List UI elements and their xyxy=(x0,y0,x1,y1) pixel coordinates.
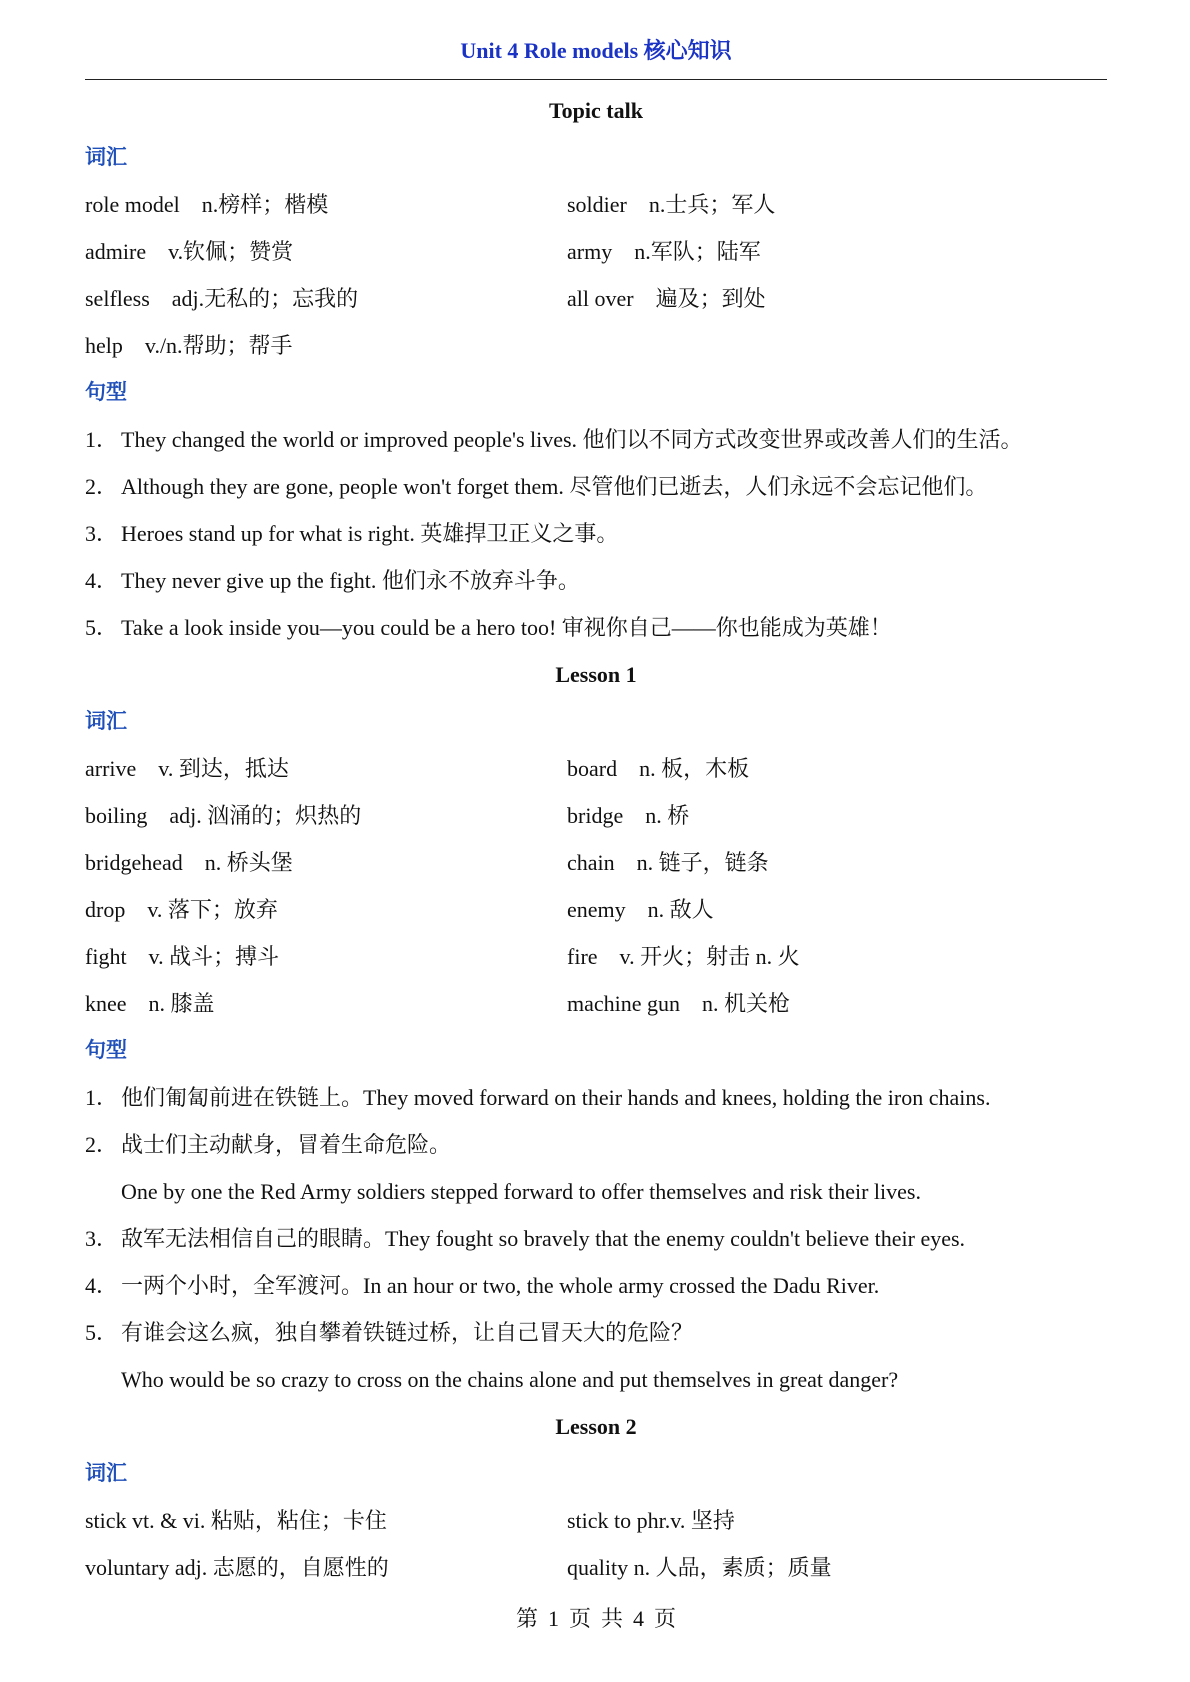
sentence-item xyxy=(85,1074,1107,1121)
vocab-item: chain n. 链子，链条 xyxy=(567,850,769,875)
vocab-item xyxy=(567,322,1087,369)
vocab-item: voluntary adj. 志愿的，自愿性的 xyxy=(85,1555,389,1580)
sentence-label: 句型 xyxy=(85,380,127,404)
sentence-item xyxy=(85,1215,1107,1262)
vocab-item: quality n. 人品，素质；质量 xyxy=(567,1555,832,1580)
sentence-text: Take a look inside you—you could be a hero too! 审视你自己——你也能成为英雄！ xyxy=(121,615,892,640)
page-number: 1 xyxy=(547,1606,559,1631)
vocab-item: arrive v. 到达，抵达 xyxy=(85,756,289,781)
vocab-item: machine gun n. 机关枪 xyxy=(567,991,791,1016)
vocab-item: enemy n. 敌人 xyxy=(567,897,714,922)
sentence-item xyxy=(85,463,1107,510)
sentence-item xyxy=(85,510,1107,557)
sentence-item xyxy=(85,1121,1107,1168)
vocab-row xyxy=(85,1544,1107,1591)
sentence-item xyxy=(85,604,1107,651)
page-count: 4 xyxy=(633,1606,645,1631)
vocab-item: stick vt. & vi. 粘贴，粘住；卡住 xyxy=(85,1508,387,1533)
vocab-item: army n.军队；陆军 xyxy=(567,239,761,264)
vocab-row xyxy=(85,792,1107,839)
sentence-number: 2． xyxy=(85,474,119,499)
sentence-text: 一两个小时，全军渡河。In an hour or two, the whole army crossed the Dadu River. xyxy=(121,1273,880,1298)
sentence-text: 战士们主动献身，冒着生命危险。 xyxy=(121,1132,452,1157)
vocab-row xyxy=(85,839,1107,886)
vocab-row xyxy=(85,886,1107,933)
vocab-label: 词汇 xyxy=(85,1461,127,1485)
sentence-number: 1． xyxy=(85,427,119,452)
footer-text: 页 xyxy=(654,1606,677,1631)
sentence-text: They changed the world or improved people's lives. 他们以不同方式改变世界或改善人们的生活。 xyxy=(121,427,1023,452)
sentence-item xyxy=(85,416,1107,463)
vocab-item: soldier n.士兵；军人 xyxy=(567,192,776,217)
vocab-label: 词汇 xyxy=(85,709,127,733)
sentence-number: 3． xyxy=(85,521,119,546)
vocab-row xyxy=(85,181,1107,228)
vocab-item: fire v. 开火；射击 n. 火 xyxy=(567,944,800,969)
section-heading-topic-talk: Topic talk xyxy=(549,98,643,123)
vocab-item: stick to phr.v. 坚持 xyxy=(567,1508,735,1533)
vocab-item: drop v. 落下；放弃 xyxy=(85,897,278,922)
vocab-item: bridge n. 桥 xyxy=(567,803,690,828)
sentence-number: 4． xyxy=(85,1273,119,1298)
vocab-item: role model n.榜样；楷模 xyxy=(85,192,329,217)
document-title: Unit 4 Role models 核心知识 xyxy=(460,38,732,63)
page-footer xyxy=(85,1602,1107,1633)
content xyxy=(85,87,1107,1591)
vocab-row xyxy=(85,322,1107,369)
vocab-item: help v./n.帮助；帮手 xyxy=(85,333,293,358)
sentence-item xyxy=(85,1262,1107,1309)
vocab-item: boiling adj. 汹涌的；炽热的 xyxy=(85,803,362,828)
sentence-number: 1． xyxy=(85,1085,119,1110)
sentence-number: 5． xyxy=(85,615,119,640)
vocab-row xyxy=(85,933,1107,980)
sentence-text: Although they are gone, people won't forget them. 尽管他们已逝去，人们永远不会忘记他们。 xyxy=(121,474,988,499)
sentence-number: 4． xyxy=(85,568,119,593)
sentence-text: 敌军无法相信自己的眼睛。They fought so bravely that the enemy couldn't believe their eyes. xyxy=(121,1226,966,1251)
sentence-translation: Who would be so crazy to cross on the chains alone and put themselves in great danger? xyxy=(121,1367,899,1392)
vocab-item: all over 遍及；到处 xyxy=(567,286,766,311)
footer-text: 共 xyxy=(601,1606,624,1631)
sentence-text: Heroes stand up for what is right. 英雄捍卫正义之事。 xyxy=(121,521,619,546)
sentence-translation: One by one the Red Army soldiers stepped forward to offer themselves and risk their lives. xyxy=(121,1179,921,1204)
sentence-number: 3． xyxy=(85,1226,119,1251)
vocab-row xyxy=(85,980,1107,1027)
vocab-item: knee n. 膝盖 xyxy=(85,991,215,1016)
footer-text: 第 xyxy=(515,1606,538,1631)
sentence-label: 句型 xyxy=(85,1038,127,1062)
vocab-row xyxy=(85,1497,1107,1544)
header-divider xyxy=(85,79,1107,80)
vocab-row xyxy=(85,275,1107,322)
vocab-row xyxy=(85,745,1107,792)
vocab-item: bridgehead n. 桥头堡 xyxy=(85,850,293,875)
section-heading-lesson-2: Lesson 2 xyxy=(555,1414,637,1439)
sentence-number: 2． xyxy=(85,1132,119,1157)
section-heading-lesson-1: Lesson 1 xyxy=(555,662,637,687)
sentence-text: 他们匍匐前进在铁链上。They moved forward on their hands and knees, holding the iron chains. xyxy=(121,1085,991,1110)
sentence-number: 5． xyxy=(85,1320,119,1345)
sentence-item xyxy=(85,557,1107,604)
vocab-item: admire v.钦佩；赞赏 xyxy=(85,239,294,264)
vocab-row xyxy=(85,228,1107,275)
sentence-text: 有谁会这么疯，独自攀着铁链过桥，让自己冒天大的危险？ xyxy=(121,1320,694,1345)
sentence-item xyxy=(85,1309,1107,1356)
vocab-item: board n. 板，木板 xyxy=(567,756,750,781)
vocab-item: selfless adj.无私的；忘我的 xyxy=(85,286,359,311)
vocab-label: 词汇 xyxy=(85,145,127,169)
vocab-item: fight v. 战斗；搏斗 xyxy=(85,944,280,969)
footer-text: 页 xyxy=(568,1606,591,1631)
sentence-text: They never give up the fight. 他们永不放弃斗争。 xyxy=(121,568,580,593)
